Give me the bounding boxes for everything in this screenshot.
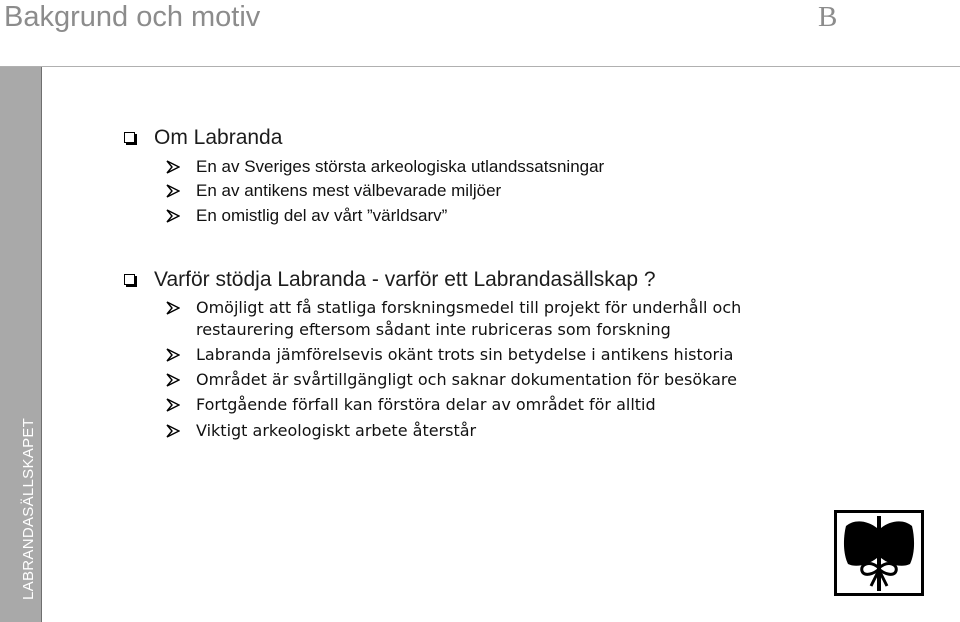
slide-title: Bakgrund och motiv — [4, 1, 261, 33]
arrowhead-bullet-icon — [166, 179, 180, 203]
sidebar-label: LABRANDASÄLLSKAPET — [20, 417, 37, 600]
checkbox-bullet-icon — [124, 274, 135, 285]
arrowhead-bullet-icon — [166, 419, 180, 443]
arrowhead-bullet-icon — [166, 343, 180, 367]
list-item-text: Labranda jämförelsevis okänt trots sin betydelse i antikens historia — [196, 345, 734, 364]
section-heading-varfor-stodja — [124, 267, 656, 293]
header-divider — [0, 66, 960, 67]
arrowhead-bullet-icon — [166, 155, 180, 179]
list-item-text: Området är svårtillgängligt och saknar dokumentation för besökare — [196, 370, 737, 389]
list-item-text: En omistlig del av vårt ”världsarv” — [196, 206, 448, 225]
arrowhead-bullet-icon — [166, 296, 180, 320]
list-item-text: Fortgående förfall kan förstöra delar av området för alltid — [196, 395, 656, 414]
corner-letter: B — [818, 1, 838, 33]
list-item-text: restaurering eftersom sådant inte rubriceras som forskning — [196, 320, 671, 339]
labrys-axe-logo — [834, 510, 924, 596]
section-heading-text: Varför stödja Labranda - varför ett Labrandasällskap ? — [154, 268, 656, 291]
slide-header — [0, 0, 960, 66]
list-item-text: Viktigt arkeologiskt arbete återstår — [196, 421, 477, 440]
list-item-text: Omöjligt att få statliga forskningsmedel till projekt för underhåll och — [196, 298, 742, 317]
arrowhead-bullet-icon — [166, 368, 180, 392]
arrowhead-bullet-icon — [166, 204, 180, 228]
section-heading-text: Om Labranda — [154, 126, 283, 149]
arrowhead-bullet-icon — [166, 393, 180, 417]
list-item-text: En av antikens mest välbevarade miljöer — [196, 181, 502, 200]
section-heading-om-labranda — [124, 125, 282, 151]
checkbox-bullet-icon — [124, 132, 135, 143]
list-item-text: En av Sveriges största arkeologiska utlandssatsningar — [196, 157, 605, 176]
